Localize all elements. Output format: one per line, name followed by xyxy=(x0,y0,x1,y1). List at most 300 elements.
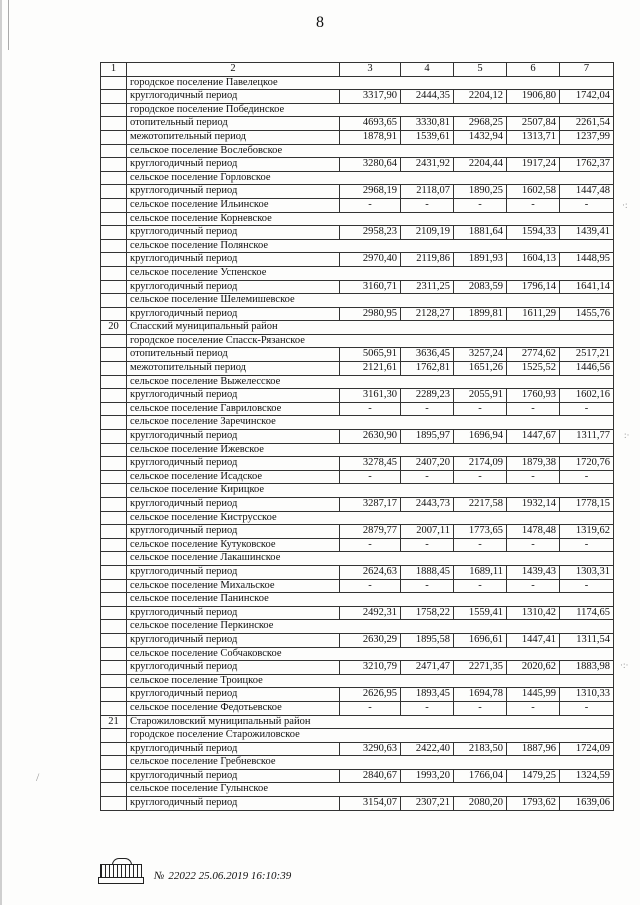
name-cell: сельское поселение Собчаковское xyxy=(127,647,614,661)
value-cell: 2444,35 xyxy=(401,90,454,104)
value-cell: 1311,54 xyxy=(560,633,614,647)
settlement-row xyxy=(101,620,614,634)
name-cell: межотопительный период xyxy=(127,130,340,144)
name-cell: сельское поселение Гребневское xyxy=(127,756,614,770)
scan-speck: ·: xyxy=(622,200,628,210)
value-cell: 2507,84 xyxy=(507,117,560,131)
row-number-cell xyxy=(101,552,127,566)
name-cell: сельское поселение Киструсское xyxy=(127,511,614,525)
value-cell: - xyxy=(560,538,614,552)
value-cell: 2624,63 xyxy=(340,565,401,579)
value-cell: 2289,23 xyxy=(401,389,454,403)
row-number-cell xyxy=(101,144,127,158)
name-cell: городское поселение Побединское xyxy=(127,103,614,117)
value-cell: 1310,33 xyxy=(560,688,614,702)
settlement-row xyxy=(101,103,614,117)
name-cell: круглогодичный период xyxy=(127,769,340,783)
value-cell: 1895,58 xyxy=(401,633,454,647)
name-cell: круглогодичный период xyxy=(127,90,340,104)
value-cell: 3278,45 xyxy=(340,457,401,471)
value-cell: 2630,90 xyxy=(340,430,401,444)
value-cell: - xyxy=(507,470,560,484)
row-number-cell xyxy=(101,362,127,376)
settlement-row xyxy=(101,443,614,457)
row-number-cell xyxy=(101,484,127,498)
settlement-row xyxy=(101,484,614,498)
name-cell: сельское поселение Вослебовское xyxy=(127,144,614,158)
registration-stamp xyxy=(154,870,291,884)
value-cell: 1651,26 xyxy=(454,362,507,376)
name-cell: круглогодичный период xyxy=(127,688,340,702)
value-cell: 3280,64 xyxy=(340,158,401,172)
value-cell: 2020,62 xyxy=(507,661,560,675)
value-cell: 1879,38 xyxy=(507,457,560,471)
table-row xyxy=(101,198,614,212)
value-cell: 2471,47 xyxy=(401,661,454,675)
value-cell: 1447,48 xyxy=(560,185,614,199)
value-cell: 1694,78 xyxy=(454,688,507,702)
value-cell: - xyxy=(560,579,614,593)
value-cell: - xyxy=(507,701,560,715)
value-cell: 1559,41 xyxy=(454,606,507,620)
row-number-cell xyxy=(101,443,127,457)
value-cell: 1310,42 xyxy=(507,606,560,620)
header-cell: 1 xyxy=(101,63,127,77)
row-number-cell xyxy=(101,389,127,403)
value-cell: 1881,64 xyxy=(454,226,507,240)
name-cell: городское поселение Спасск-Рязанское xyxy=(127,334,614,348)
row-number-cell xyxy=(101,76,127,90)
row-number-cell xyxy=(101,280,127,294)
value-cell: - xyxy=(340,402,401,416)
value-cell: - xyxy=(340,579,401,593)
value-cell: 1696,94 xyxy=(454,430,507,444)
row-number-cell xyxy=(101,511,127,525)
name-cell: сельское поселение Горловское xyxy=(127,171,614,185)
table-row xyxy=(101,90,614,104)
name-cell: сельское поселение Троицкое xyxy=(127,674,614,688)
registration-text: 22022 25.06.2019 16:10:39 xyxy=(168,870,292,882)
value-cell: 3210,79 xyxy=(340,661,401,675)
settlement-row xyxy=(101,647,614,661)
value-cell: - xyxy=(507,402,560,416)
district-row xyxy=(101,321,614,335)
value-cell: 2307,21 xyxy=(401,797,454,811)
settlement-row xyxy=(101,171,614,185)
name-cell: круглогодичный период xyxy=(127,158,340,172)
value-cell: 3330,81 xyxy=(401,117,454,131)
name-cell: круглогодичный период xyxy=(127,661,340,675)
value-cell: 2007,11 xyxy=(401,525,454,539)
name-cell: сельское поселение Выжелесское xyxy=(127,375,614,389)
value-cell: 1525,52 xyxy=(507,362,560,376)
table-header-row xyxy=(101,63,614,77)
value-cell: 2968,25 xyxy=(454,117,507,131)
row-number-cell xyxy=(101,294,127,308)
value-cell: 1760,93 xyxy=(507,389,560,403)
name-cell: сельское поселение Ижевское xyxy=(127,443,614,457)
name-cell: сельское поселение Михальское xyxy=(127,579,340,593)
document-footer xyxy=(98,858,291,884)
name-cell: круглогодичный период xyxy=(127,226,340,240)
name-cell: сельское поселение Полянское xyxy=(127,239,614,253)
value-cell: - xyxy=(560,701,614,715)
registration-number-sign: № xyxy=(154,870,165,882)
row-number-cell xyxy=(101,375,127,389)
value-cell: 1439,43 xyxy=(507,565,560,579)
row-number-cell xyxy=(101,620,127,634)
value-cell: 2183,50 xyxy=(454,742,507,756)
row-number-cell xyxy=(101,701,127,715)
value-cell: 1602,58 xyxy=(507,185,560,199)
value-cell: 1993,20 xyxy=(401,769,454,783)
value-cell: 2879,77 xyxy=(340,525,401,539)
name-cell: круглогодичный период xyxy=(127,457,340,471)
value-cell: 2204,12 xyxy=(454,90,507,104)
tariff-table xyxy=(100,62,614,811)
value-cell: 1594,33 xyxy=(507,226,560,240)
name-cell: круглогодичный период xyxy=(127,742,340,756)
settlement-row xyxy=(101,239,614,253)
value-cell: - xyxy=(560,470,614,484)
value-cell: 2118,07 xyxy=(401,185,454,199)
row-number-cell xyxy=(101,593,127,607)
value-cell: 2174,09 xyxy=(454,457,507,471)
value-cell: 1611,29 xyxy=(507,307,560,321)
settlement-row xyxy=(101,375,614,389)
settlement-row xyxy=(101,212,614,226)
settlement-row xyxy=(101,552,614,566)
table-row xyxy=(101,130,614,144)
table-row xyxy=(101,606,614,620)
value-cell: 2970,40 xyxy=(340,253,401,267)
value-cell: 3636,45 xyxy=(401,348,454,362)
value-cell: 2431,92 xyxy=(401,158,454,172)
row-number-cell xyxy=(101,661,127,675)
value-cell: 1237,99 xyxy=(560,130,614,144)
row-number-cell xyxy=(101,239,127,253)
row-number-cell xyxy=(101,212,127,226)
row-number-cell xyxy=(101,525,127,539)
value-cell: - xyxy=(401,538,454,552)
value-cell: 3257,24 xyxy=(454,348,507,362)
table-row xyxy=(101,579,614,593)
name-cell: круглогодичный период xyxy=(127,525,340,539)
row-number-cell xyxy=(101,130,127,144)
row-number-cell xyxy=(101,416,127,430)
row-number-cell xyxy=(101,742,127,756)
value-cell: 1742,04 xyxy=(560,90,614,104)
value-cell: 1689,11 xyxy=(454,565,507,579)
scan-speck: ·:· xyxy=(620,660,629,670)
value-cell: 2204,44 xyxy=(454,158,507,172)
table-row xyxy=(101,797,614,811)
row-number-cell xyxy=(101,158,127,172)
value-cell: 2217,58 xyxy=(454,498,507,512)
table-row xyxy=(101,470,614,484)
value-cell: 1539,61 xyxy=(401,130,454,144)
name-cell: круглогодичный период xyxy=(127,430,340,444)
value-cell: - xyxy=(454,538,507,552)
name-cell: Старожиловский муниципальный район xyxy=(127,715,614,729)
value-cell: 3290,63 xyxy=(340,742,401,756)
name-cell: отопительный период xyxy=(127,348,340,362)
value-cell: 2422,40 xyxy=(401,742,454,756)
value-cell: - xyxy=(401,579,454,593)
value-cell: - xyxy=(560,402,614,416)
value-cell: 1762,81 xyxy=(401,362,454,376)
value-cell: 2840,67 xyxy=(340,769,401,783)
row-number-cell xyxy=(101,783,127,797)
value-cell: - xyxy=(454,470,507,484)
name-cell: сельское поселение Панинское xyxy=(127,593,614,607)
scan-speck: / xyxy=(36,770,40,784)
name-cell: межотопительный период xyxy=(127,362,340,376)
row-number-cell xyxy=(101,402,127,416)
value-cell: 2517,21 xyxy=(560,348,614,362)
value-cell: 1724,09 xyxy=(560,742,614,756)
name-cell: сельское поселение Ильинское xyxy=(127,198,340,212)
value-cell: 1432,94 xyxy=(454,130,507,144)
value-cell: 1793,62 xyxy=(507,797,560,811)
value-cell: 1174,65 xyxy=(560,606,614,620)
settlement-row xyxy=(101,593,614,607)
row-number-cell xyxy=(101,769,127,783)
value-cell: 1446,56 xyxy=(560,362,614,376)
table-row xyxy=(101,307,614,321)
row-number-cell xyxy=(101,226,127,240)
value-cell: - xyxy=(401,402,454,416)
name-cell: круглогодичный период xyxy=(127,797,340,811)
row-number-cell xyxy=(101,266,127,280)
value-cell: 1303,31 xyxy=(560,565,614,579)
value-cell: 2492,31 xyxy=(340,606,401,620)
value-cell: 1324,59 xyxy=(560,769,614,783)
value-cell: - xyxy=(454,402,507,416)
table-row xyxy=(101,633,614,647)
row-number-cell xyxy=(101,565,127,579)
header-cell: 4 xyxy=(401,63,454,77)
header-cell: 2 xyxy=(127,63,340,77)
settlement-row xyxy=(101,674,614,688)
value-cell: 2261,54 xyxy=(560,117,614,131)
value-cell: 3317,90 xyxy=(340,90,401,104)
row-number-cell xyxy=(101,538,127,552)
name-cell: городское поселение Старожиловское xyxy=(127,729,614,743)
name-cell: круглогодичный период xyxy=(127,253,340,267)
table-row xyxy=(101,280,614,294)
value-cell: 1890,25 xyxy=(454,185,507,199)
row-number-cell xyxy=(101,498,127,512)
row-number-cell xyxy=(101,198,127,212)
row-number-cell xyxy=(101,103,127,117)
name-cell: отопительный период xyxy=(127,117,340,131)
value-cell: 1319,62 xyxy=(560,525,614,539)
value-cell: - xyxy=(454,701,507,715)
value-cell: 1448,95 xyxy=(560,253,614,267)
table-row xyxy=(101,185,614,199)
value-cell: - xyxy=(340,538,401,552)
name-cell: сельское поселение Федотьевское xyxy=(127,701,340,715)
value-cell: 1311,77 xyxy=(560,430,614,444)
value-cell: - xyxy=(507,579,560,593)
value-cell: - xyxy=(340,701,401,715)
value-cell: 1439,41 xyxy=(560,226,614,240)
name-cell: сельское поселение Исадское xyxy=(127,470,340,484)
value-cell: - xyxy=(507,538,560,552)
value-cell: - xyxy=(401,701,454,715)
settlement-row xyxy=(101,334,614,348)
value-cell: 2128,27 xyxy=(401,307,454,321)
settlement-row xyxy=(101,294,614,308)
value-cell: 2083,59 xyxy=(454,280,507,294)
value-cell: 1447,41 xyxy=(507,633,560,647)
value-cell: 1773,65 xyxy=(454,525,507,539)
name-cell: сельское поселение Лакашинское xyxy=(127,552,614,566)
value-cell: 1720,76 xyxy=(560,457,614,471)
table-row xyxy=(101,565,614,579)
row-number-cell xyxy=(101,647,127,661)
value-cell: 1766,04 xyxy=(454,769,507,783)
value-cell: 5065,91 xyxy=(340,348,401,362)
name-cell: сельское поселение Заречинское xyxy=(127,416,614,430)
table-row xyxy=(101,661,614,675)
value-cell: 2407,20 xyxy=(401,457,454,471)
value-cell: 1447,67 xyxy=(507,430,560,444)
row-number-cell xyxy=(101,430,127,444)
value-cell: 2109,19 xyxy=(401,226,454,240)
settlement-row xyxy=(101,783,614,797)
row-number-cell xyxy=(101,253,127,267)
value-cell: - xyxy=(340,470,401,484)
table-row xyxy=(101,498,614,512)
value-cell: 2443,73 xyxy=(401,498,454,512)
value-cell: 1445,99 xyxy=(507,688,560,702)
name-cell: сельское поселение Перкинское xyxy=(127,620,614,634)
name-cell: круглогодичный период xyxy=(127,185,340,199)
value-cell: 1478,48 xyxy=(507,525,560,539)
name-cell: сельское поселение Кутуковское xyxy=(127,538,340,552)
value-cell: 1906,80 xyxy=(507,90,560,104)
value-cell: 3161,30 xyxy=(340,389,401,403)
row-number-cell xyxy=(101,729,127,743)
settlement-row xyxy=(101,266,614,280)
value-cell: 1602,16 xyxy=(560,389,614,403)
value-cell: - xyxy=(507,198,560,212)
table-row xyxy=(101,430,614,444)
row-number-cell xyxy=(101,688,127,702)
table-row xyxy=(101,117,614,131)
row-number-cell xyxy=(101,117,127,131)
name-cell: Спасский муниципальный район xyxy=(127,321,614,335)
value-cell: 1313,71 xyxy=(507,130,560,144)
value-cell: 1778,15 xyxy=(560,498,614,512)
value-cell: - xyxy=(454,198,507,212)
name-cell: сельское поселение Шелемишевское xyxy=(127,294,614,308)
district-row xyxy=(101,715,614,729)
name-cell: сельское поселение Успенское xyxy=(127,266,614,280)
row-number-cell xyxy=(101,633,127,647)
name-cell: сельское поселение Гулынское xyxy=(127,783,614,797)
value-cell: - xyxy=(340,198,401,212)
value-cell: - xyxy=(560,198,614,212)
value-cell: 1639,06 xyxy=(560,797,614,811)
value-cell: 3287,17 xyxy=(340,498,401,512)
table-row xyxy=(101,701,614,715)
settlement-row xyxy=(101,756,614,770)
name-cell: круглогодичный период xyxy=(127,389,340,403)
header-cell: 7 xyxy=(560,63,614,77)
row-number-cell xyxy=(101,307,127,321)
table-row xyxy=(101,389,614,403)
row-number-cell xyxy=(101,797,127,811)
value-cell: 1891,93 xyxy=(454,253,507,267)
value-cell: 2311,25 xyxy=(401,280,454,294)
row-number-cell xyxy=(101,90,127,104)
value-cell: 1888,45 xyxy=(401,565,454,579)
row-number-cell xyxy=(101,348,127,362)
value-cell: 1899,81 xyxy=(454,307,507,321)
table-row xyxy=(101,226,614,240)
value-cell: 4693,65 xyxy=(340,117,401,131)
row-number-cell xyxy=(101,171,127,185)
row-number-cell xyxy=(101,185,127,199)
value-cell: 2980,95 xyxy=(340,307,401,321)
table-row xyxy=(101,525,614,539)
name-cell: круглогодичный период xyxy=(127,606,340,620)
row-number-cell xyxy=(101,457,127,471)
value-cell: 2774,62 xyxy=(507,348,560,362)
scan-speck: :· xyxy=(624,430,630,440)
row-number-cell xyxy=(101,579,127,593)
settlement-row xyxy=(101,76,614,90)
value-cell: 2121,61 xyxy=(340,362,401,376)
name-cell: круглогодичный период xyxy=(127,565,340,579)
value-cell: 1917,24 xyxy=(507,158,560,172)
value-cell: 2958,23 xyxy=(340,226,401,240)
name-cell: круглогодичный период xyxy=(127,633,340,647)
scan-edge xyxy=(0,0,2,905)
value-cell: 1762,37 xyxy=(560,158,614,172)
header-cell: 5 xyxy=(454,63,507,77)
row-number-cell xyxy=(101,470,127,484)
table-row xyxy=(101,348,614,362)
value-cell: 2080,20 xyxy=(454,797,507,811)
value-cell: 2055,91 xyxy=(454,389,507,403)
value-cell: 1696,61 xyxy=(454,633,507,647)
name-cell: городское поселение Павелецкое xyxy=(127,76,614,90)
settlement-row xyxy=(101,144,614,158)
row-number-cell: 20 xyxy=(101,321,127,335)
name-cell: круглогодичный период xyxy=(127,498,340,512)
value-cell: 2968,19 xyxy=(340,185,401,199)
value-cell: 1796,14 xyxy=(507,280,560,294)
header-cell: 3 xyxy=(340,63,401,77)
name-cell: сельское поселение Кирицкое xyxy=(127,484,614,498)
table-row xyxy=(101,538,614,552)
value-cell: 2119,86 xyxy=(401,253,454,267)
table-row xyxy=(101,402,614,416)
row-number-cell xyxy=(101,756,127,770)
value-cell: - xyxy=(401,198,454,212)
table-row xyxy=(101,158,614,172)
value-cell: - xyxy=(454,579,507,593)
name-cell: круглогодичный период xyxy=(127,307,340,321)
row-number-cell: 21 xyxy=(101,715,127,729)
settlement-row xyxy=(101,511,614,525)
page-number: 8 xyxy=(316,14,324,31)
value-cell: 1932,14 xyxy=(507,498,560,512)
